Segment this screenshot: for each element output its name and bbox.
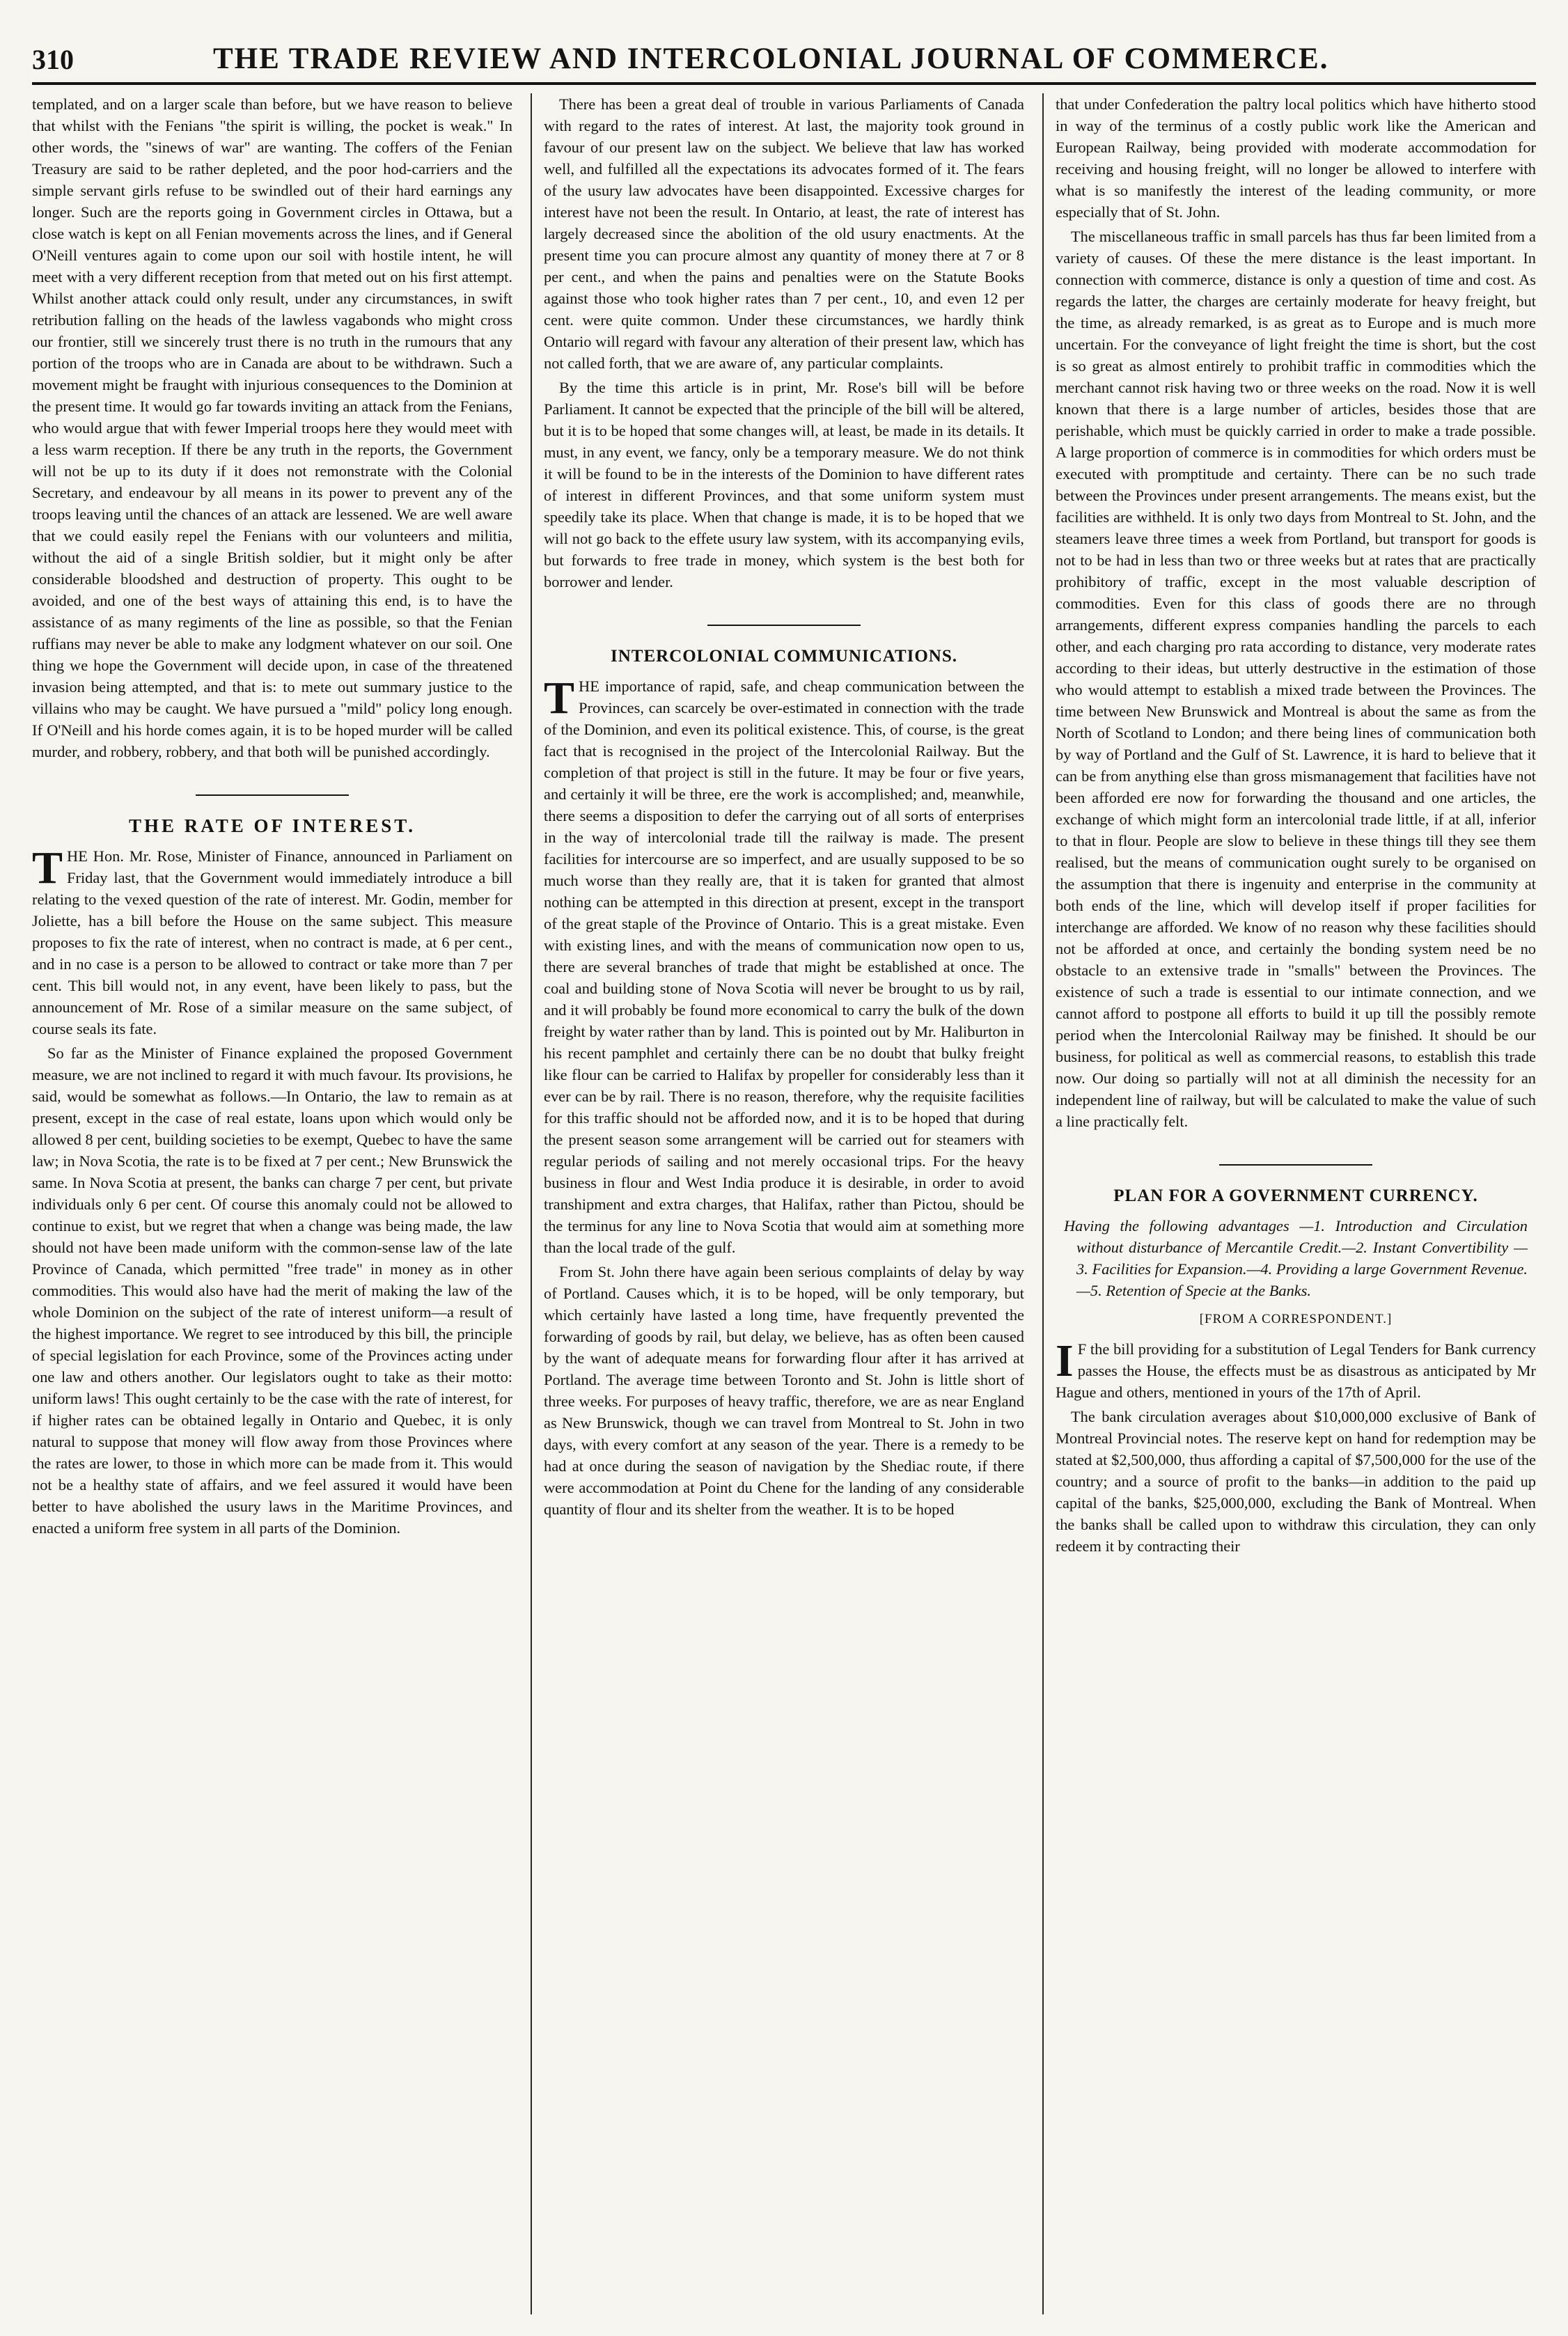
drop-cap: T [544, 673, 575, 723]
column-3 [1056, 93, 1536, 2314]
currency-subheading: Having the following advantages —1. Introduction and Circulation without disturbance of Mercantile Credit.—2. Instant Convertibility —3. Facilities for Expansion.—4. Providing a large Government Revenue.—5. Retention of Specie at the Banks. [1064, 1217, 1528, 1299]
rate-of-interest-paragraph-1 [32, 842, 512, 1040]
intercolonial-communications-heading: INTERCOLONIAL COMMUNICATIONS. [610, 647, 958, 666]
section-divider [1219, 1164, 1372, 1166]
column-divider [531, 93, 532, 2314]
currency-paragraph-1 [1056, 1335, 1536, 1403]
paragraph-text: F the bill providing for a substitution of Legal Tenders for Bank currency passes the House, the effects must be as disastrous as anticipated by Mr Hague and others, mentioned in yours of the 17th of April. [1056, 1340, 1536, 1401]
masthead-rule [32, 82, 1536, 85]
currency-paragraph-2: The bank circulation averages about $10,000,000 exclusive of Bank of Montreal Provincial notes. The reserve kept on hand for redemption may be stated at $2,500,000, thus affording a capital of $7,500,000 for the use of the country; and a source of profit to the banks—in addition to the paid up capital of the banks, $25,000,000, excluding the Bank of Montreal. When the banks shall be called upon to withdraw this circulation, they can only redeem it by contracting their [1056, 1408, 1536, 1555]
rate-of-interest-paragraph-4: By the time this article is in print, Mr. Rose's bill will be before Parliament. It cannot be expected that the principle of the bill will be altered, but it is to be hoped that some changes will, at least, be made in its details. It must, in any event, we fancy, only be a temporary measure. We do not think it will be found to be in the interests of the Dominion to have different rates of interest in different Provinces, and that some uniform system must speedily take its place. When that change is made, it is to be hoped that we will not go back to the effete usury law system, with its accompanying evils, but forwards to free trade in money, which system is the best both for borrower and lender. [544, 379, 1024, 590]
intercolonial-paragraph-4: The miscellaneous traffic in small parcels has thus far been limited from a variety of causes. Of these the mere distance is the least important. In connection with commerce, distance is only a question of time and cost. As regards the latter, the charges are certainly moderate for heavy freight, but the time, as already remarked, is as great as to Europe and is much more uncertain. For the conveyance of light freight the time is short, but the cost is so great as almost entirely to prohibit traffic in commodities which the merchant cannot risk having two or three weeks on the road. Now it is well known that there is a large number of articles, besides those that are perishable, which must be quickly carried in order to make a trade possible. A large proportion of commerce is in commodities for which orders must be executed with promptitude and certainty. There can be no such trade between the Provinces under present arrangements. The means exist, but the facilities are withheld. It is only two days from Montreal to St. John, and the steamers leave three times a week from Portland, but transport for goods is not to be had in less than two or three weeks but at rates that are practically prohibitory of traffic, except in the most valuable description of commodities. Even for this class of goods there are no through arrangements, different express companies handling the parcels to each other, and each charging pro rata according to distance, very moderate rates according to their ideas, but utterly destructive in the estimation of those who would attempt to establish a mixed trade between the Provinces. The time between New Brunswick and Montreal is about the same as from the North of Scotland to London; and there being lines of communication both by way of Portland and the Gulf of St. Lawrence, it is hard to believe that it can be from anything else than gross mismanagement that facilities have not been afforded ere now for forwarding the thousand and one articles, the exchange of which might form an intercolonial trade little, if at all, inferior to that in flour. People are slow to believe in these things till they see them realised, but the means of communication ought surely to be organised on the assumption that there is ingenuity and enterprise in the community at both ends of the line, which will develop itself if proper facilities for interchange are afforded. We know of no reason why these facilities should not be afforded at once, and certainly the bonding system need be no obstacle to an extensive trade in "smalls" between the Provinces. The existence of such a trade is essential to our intimate connection, and we cannot afford to postpone all efforts to build it up till the possibly remote period when the Intercolonial Railway may be finished. It should be our business, for political as well as commercial reasons, to establish this trade now. Our doing so partially will not at all diminish the necessity for an independent line of railway, but will be calculated to make the value of such a line practically felt. [1056, 228, 1536, 1130]
drop-cap: T [32, 842, 63, 893]
intercolonial-paragraph-3: that under Confederation the paltry local politics which have hitherto stood in way of the terminus of a costly public work like the American and European Railway, being provided with moderate accommodation for receiving and housing freight, will no longer be allowed to interfere with what is so manifestly the interest of the leading community, or more especially that of St. John. [1056, 95, 1536, 221]
column-2 [544, 93, 1024, 2314]
column-1 [32, 93, 512, 2314]
rate-of-interest-heading: THE RATE OF INTEREST. [128, 815, 416, 836]
paragraph-text: HE importance of rapid, safe, and cheap communication between the Provinces, can scarcely be over-estimated in connection with the trade of the Dominion, and even its political existence. This, of course, is the great fact that is recognised in the project of the Intercolonial Railway. But the completion of that project is still in the future. It may be four or five years, and certainly it will be three, ere the work is accomplished; and, meanwhile, there seems a disposition to defer the carrying out of all sorts of enterprises in the way of intercolonial trade till the railway is made. The present facilities for intercourse are so imperfect, and are usually supposed to be so much worse than they really are, that it is taken for granted that almost nothing can be attempted in this direction at present, except in the transport of the great staple of the Province of Ontario. This is a great mistake. Even with existing lines, and with the means of communication now open to us, there are several branches of trade that might be established at once. The coal and building stone of Nova Scotia will never be brought to us by rail, and it will probably be found more economical to carry the bulk of the down freight by water rather than by land. This is pointed out by Mr. Haliburton in his recent pamphlet and certainly there can be no doubt that bulky freight like flour can be carried to Halifax by propeller for considerably less than it ever can be by rail. There is no reason, therefore, why the requisite facilities for this traffic should not be afforded now, and it is to be hoped that during the present season some arrangement will be carried out for steamers with regular periods of sailing and not merely occasional trips. For the heavy business in flour and West India produce it is desirable, in order to avoid transhipment and extra charges, that Halifax, rather than Pictou, should be the terminus for any line to Nova Scotia that would aim at something more than the local trade of the gulf. [544, 677, 1024, 1256]
intercolonial-paragraph-1 [544, 675, 1024, 1258]
intercolonial-paragraph-2: From St. John there have again been serious complaints of delay by way of Portland. Causes which, it is to be hoped, will be only temporary, but which certainly have lasted a long time, have frequently prevented the forwarding of goods by rail, but delay, we believe, has as often been caused by the want of adequate means for forwarding flour after it has arrived at Portland. The average time between Toronto and St. John is little short of three weeks. For purposes of heavy traffic, therefore, we are as near England as New Brunswick, though we can travel from Montreal to St. John in two days, with every comfort at any season of the year. There is a remedy to be had at once during the season of navigation by the Shediac route, if there were accommodation at Point du Chene for the landing of any considerable quantity of flour and its shelter from the weather. It is to be hoped [544, 1263, 1024, 1518]
government-currency-heading: PLAN FOR A GOVERNMENT CURRENCY. [1113, 1186, 1478, 1205]
rate-of-interest-paragraph-3: There has been a great deal of trouble in various Parliaments of Canada with regard to the rates of interest. At last, the majority took ground in favour of our present law on the subject. We believe that law has worked well, and fulfilled all the expectations its advocates formed of it. The fears of the usury law advocates have been disappointed. Excessive charges for interest have not been the result. In Ontario, at least, the rate of interest has largely decreased since the abolition of the old usury enactments. At the present time you can procure almost any quantity of money there at 7 or 8 per cent., and when the pains and penalties were on the Statute Books against those who took higher rates than 7 per cent., 10, and even 12 per cent. were quite common. Under these circumstances, we hardly think Ontario will regard with favour any alteration of their present law, which has not called forth, that we are aware of, any particular complaints. [544, 95, 1024, 372]
section-divider [196, 794, 349, 796]
drop-cap: I [1056, 1335, 1074, 1386]
paragraph-text: HE Hon. Mr. Rose, Minister of Finance, announced in Parliament on Friday last, that the Government would immediately introduce a bill relating to the vexed question of the rate of interest. Mr. Godin, member for Joliette, has a bill before the House on the same subject. This measure proposes to fix the rate of interest, when no contract is made, at 6 per cent., and in no case is a person to be allowed to contract or take more than 7 per cent. This bill would not, in any event, have been likely to pass, but the announcement of Mr. Rose of a similar measure on the same subject, of course seals its fate. [32, 847, 512, 1037]
running-title: THE TRADE REVIEW AND INTERCOLONIAL JOURNAL OF COMMERCE. [213, 42, 1329, 75]
newspaper-page [32, 40, 1536, 2317]
page-number: 310 [32, 44, 74, 75]
section-divider [707, 625, 861, 626]
fenian-article-continuation: templated, and on a larger scale than before, but we have reason to believe that whilst with the Fenians "the spirit is willing, the pocket is weak." In other words, the "sinews of war" are wanting. The coffers of the Fenian Treasury are said to be rather depleted, and the poor hod-carriers and the simple servant girls refuse to be swindled out of their hard earnings any longer. Such are the reports going in Government circles in Ottawa, but a close watch is kept on all Fenian movements across the lines, and if General O'Neill ventures again to come upon our soil with hostile intent, he will meet with a very different reception from that meted out on his first attempt. Whilst another attack could only result, under any circumstances, in swift retribution falling on the heads of the lawless vagabonds who might cross our frontier, still we sincerely trust there is no truth in the rumours that any portion of the troops who are in Canada are about to be withdrawn. Such a movement might be fraught with injurious consequences to the Dominion at the present time. It would go far towards inviting an attack from the Fenians, who would argue that with fewer Imperial troops here they would meet with a less warm reception. If there be any truth in the reports, the Government will not be up to its duty if it does not remonstrate with the Colonial Secretary, and endeavour by all means in its power to prevent any of the troops leaving until the chances of an attack are lessened. We are well aware that we could easily repel the Fenians with our volunteers and militia, without the aid of a single British soldier, but it might only be after considerable bloodshed and destruction of property. This ought to be avoided, and one of the best ways of attaining this end, is to have the assistance of as many regiments of the line as possible, so that the Fenian ruffians may never be able to make any lodgment whatever on our soil. One thing we hope the Government will decide upon, in case of the threatened invasion being attempted, and that is: to mete out summary justice to the villains who may be caught. We have pursued a "mild" policy long enough. If O'Neill and his horde comes again, it is to be hoped murder will be called murder, and robbery, robbery, and that both will be punished accordingly. [32, 95, 512, 760]
column-divider [1042, 93, 1044, 2314]
correspondent-byline: [FROM A CORRESPONDENT.] [1199, 1312, 1393, 1326]
masthead [32, 40, 1536, 81]
rate-of-interest-paragraph-2: So far as the Minister of Finance explained the proposed Government measure, we are not inclined to regard it with much favour. Its provisions, he said, would be somewhat as follows.—In Ontario, the law to remain as at present, except in the case of real estate, loans upon which would only be allowed 8 per cent, building societies to be exempt, Quebec to have the same law; in Nova Scotia, the rate is to be fixed at 7 per cent.; New Brunswick the same. In Nova Scotia at present, the banks can charge 7 per cent, but private individuals only 6 per cent. Of course this anomaly could not be allowed to continue to exist, but we regret that when a change was being made, the law should not have been made uniform with the common-sense law of the late Province of Canada, which permitted "free trade" in money as in other commodities. This would also have had the merit of making the law of the whole Dominion on the subject of the rate of interest uniform—a result of the highest importance. We regret to see introduced by this bill, the principle of special legislation for each Province, some of the Provinces acting under one law and others another. Our legislators ought to take as their motto: uniform laws! This ought certainly to be the case with the rate of interest, for if higher rates can be obtained legally in Ontario and Quebec, it is only natural to suppose that money will flow away from those Provinces where the rates are lower, to those in which more can be made from it. This would not be a healthy state of affairs, and we feel assured it would have been better to have abolished the usury laws in the Maritime Provinces, and enacted a uniform free system in all parts of the Dominion. [32, 1044, 512, 1537]
